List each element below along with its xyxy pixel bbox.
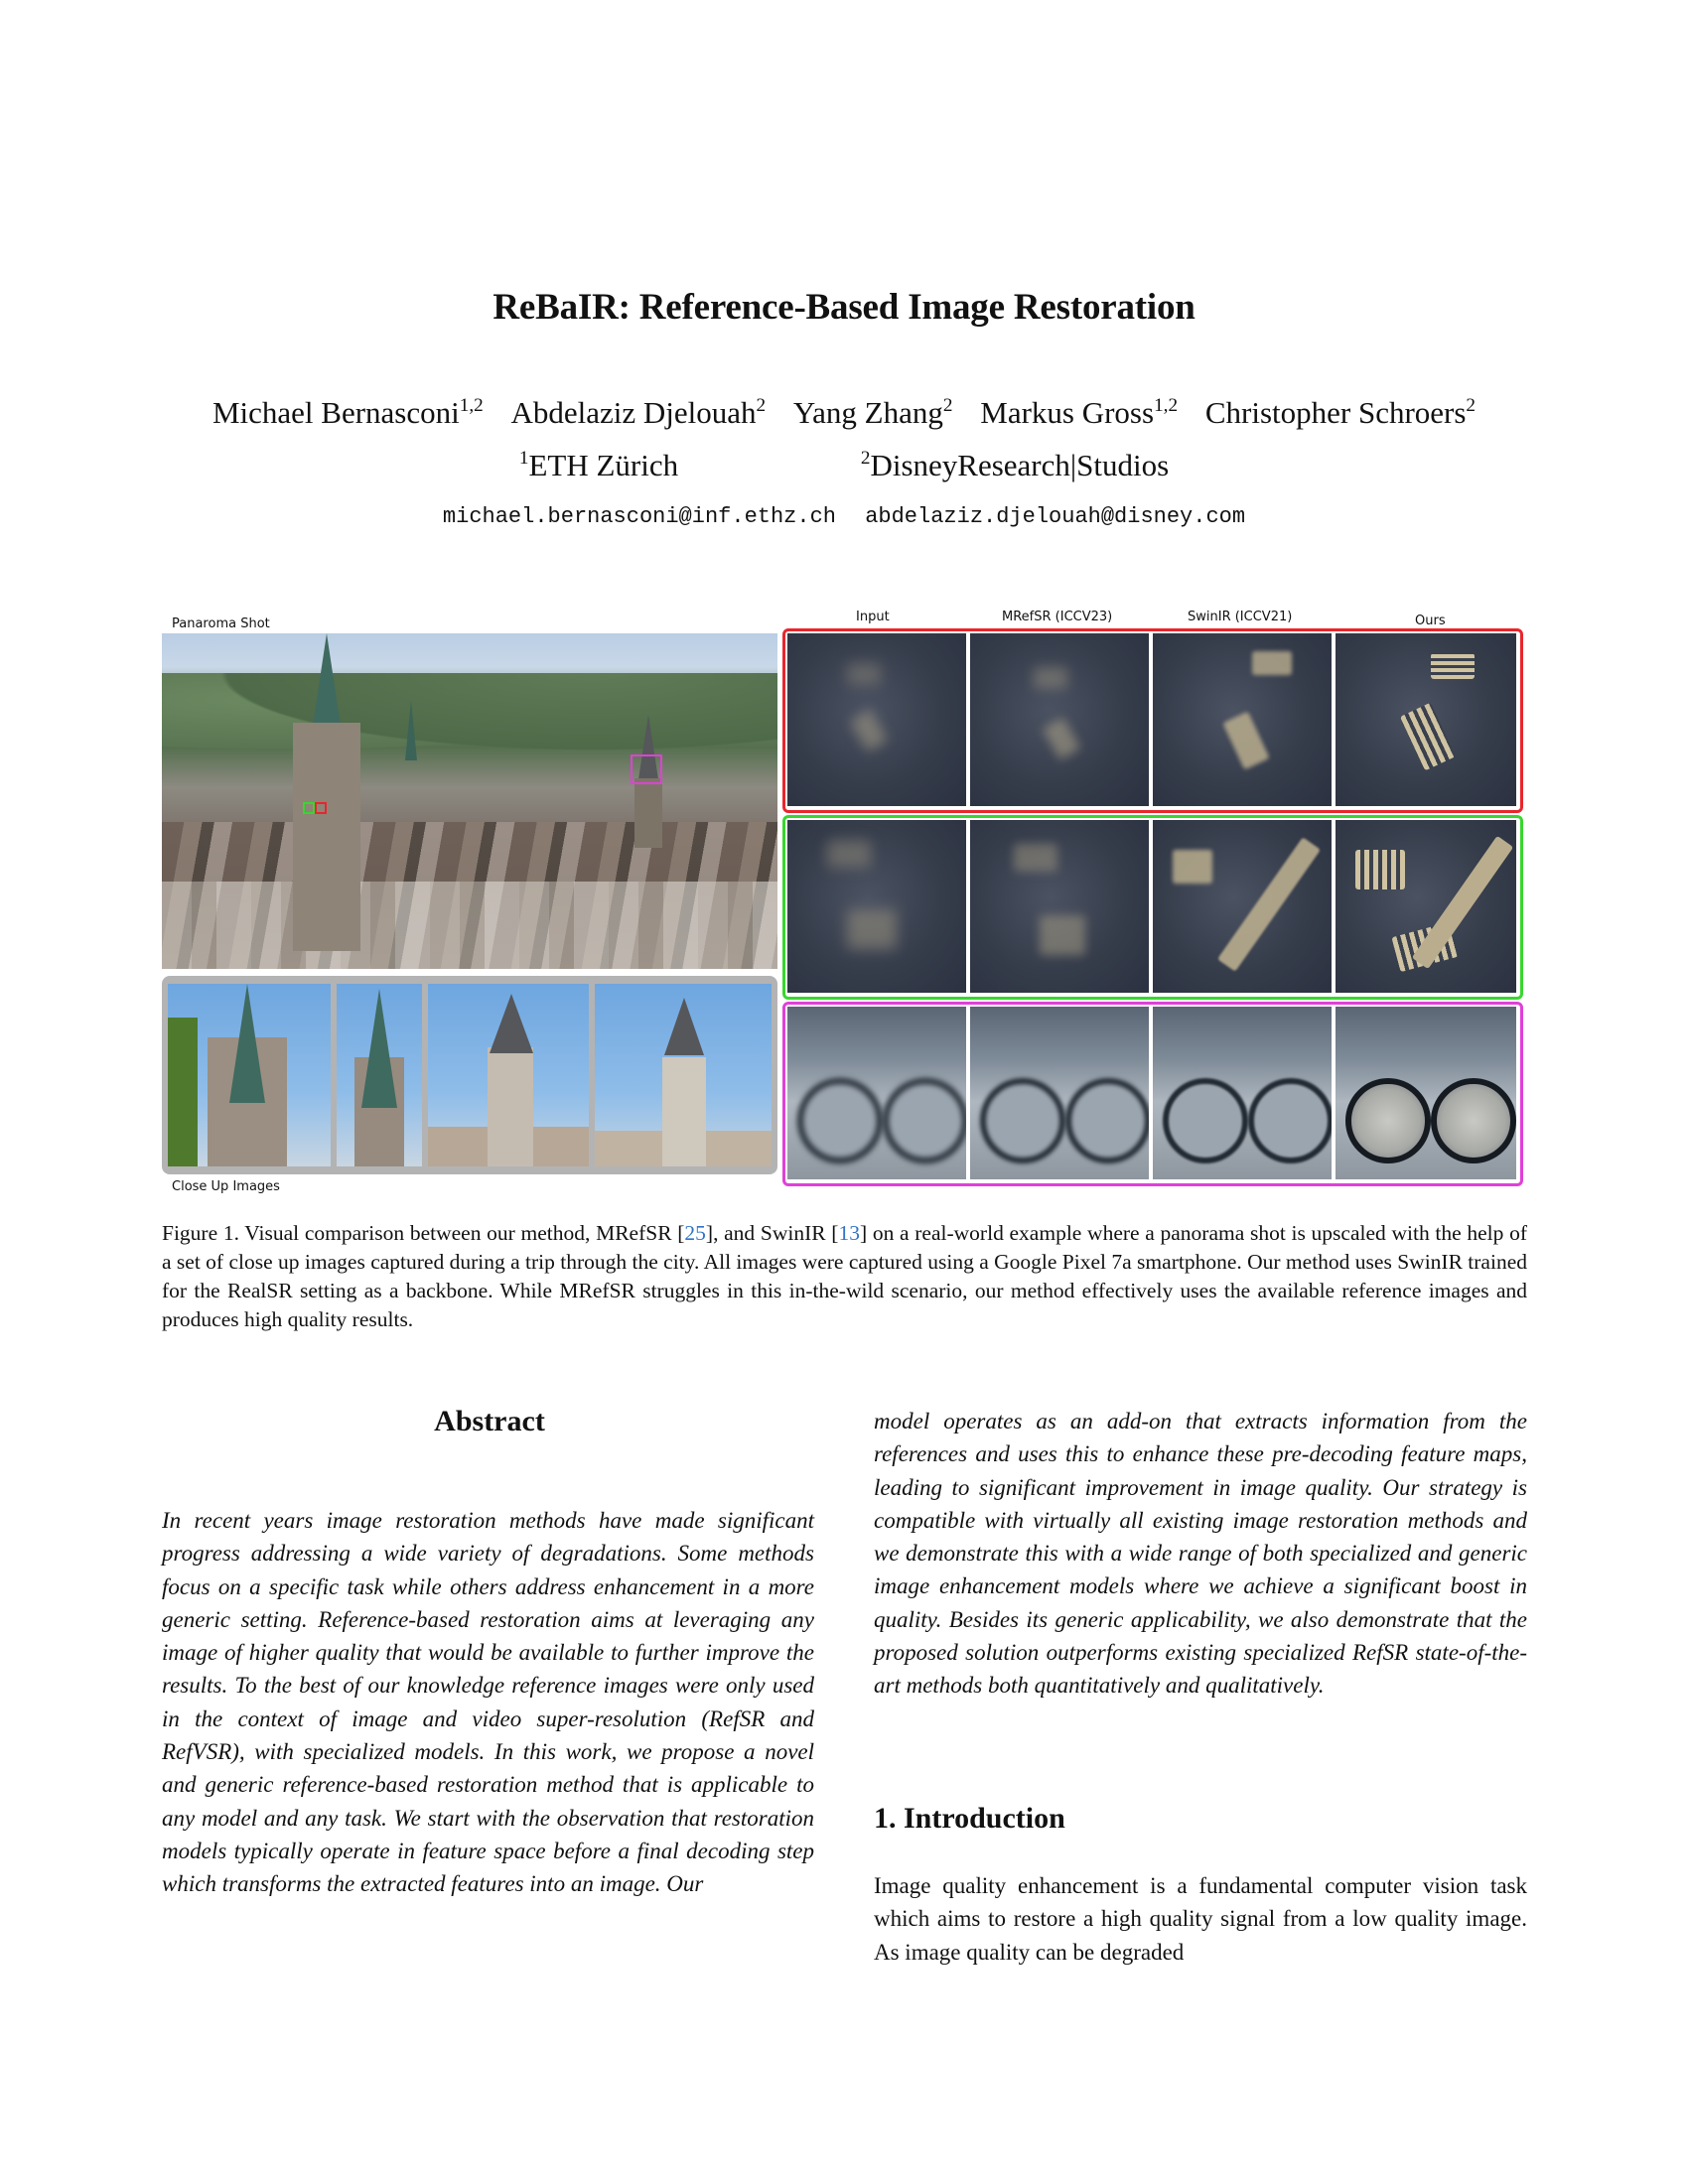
comparison-tile-mrefsr bbox=[970, 633, 1149, 806]
introduction-text: Image quality enhancement is a fundamental computer vision task which aims to restore a high quality signal from a low quality image. As image quality can be degraded bbox=[874, 1873, 1527, 1965]
church-tower bbox=[634, 778, 662, 848]
figure-caption: Figure 1. Visual comparison between our method, MRefSR [25], and SwinIR [13] on a real-world example where a panorama shot is upscaled with the help of a set of close up images captured during a trip through the city. All images were captured using a Google Pixel 7a smartphone. Our method uses SwinIR trained for the RealSR setting as a backbone. While MRefSR struggles in this in-the-wild scenario, our method effectively uses the available reference images and produces high quality results. bbox=[162, 1221, 1527, 1331]
comparison-tile-mrefsr bbox=[970, 1007, 1149, 1179]
author: Yang Zhang$^2$ bbox=[792, 395, 953, 430]
column-label: MRefSR (ICCV23) bbox=[1002, 610, 1113, 624]
author: Michael Bernasconi$^{1,2}$ bbox=[211, 395, 484, 430]
comparison-row-magenta bbox=[782, 1002, 1523, 1186]
author-list bbox=[0, 395, 1688, 431]
column-label: Ours bbox=[1415, 614, 1446, 628]
email-link[interactable]: michael.bernasconi@inf.ethz.ch bbox=[442, 504, 836, 529]
comparison-tile-swinir bbox=[1153, 633, 1332, 806]
author: Markus Gross$^{1,2}$ bbox=[980, 395, 1179, 430]
comparison-tile-mrefsr bbox=[970, 820, 1149, 993]
closeup-image bbox=[168, 984, 331, 1166]
comparison-tile-ours bbox=[1336, 820, 1516, 993]
church-spire bbox=[405, 701, 417, 760]
comparison-tile-input bbox=[787, 633, 966, 806]
region-marker-magenta bbox=[631, 754, 662, 784]
region-marker-green bbox=[303, 802, 315, 814]
church-tower bbox=[293, 723, 360, 951]
email-link[interactable]: abdelaziz.djelouah@disney.com bbox=[865, 504, 1246, 529]
closeups-label: Close Up Images bbox=[172, 1179, 280, 1194]
closeup-image bbox=[428, 984, 589, 1166]
closeup-image bbox=[337, 984, 422, 1166]
comparison-tile-swinir bbox=[1153, 1007, 1332, 1179]
buildings-decoration bbox=[162, 882, 777, 969]
abstract-text-right: model operates as an add-on that extracts information from the references and uses this to enhance these pre-decoding feature maps, leading to significant improvement in image quality. Our strategy is compatible with virtually all existing image restoration methods and we demonstrate this with a wide range of both specialized and generic image enhancement models where we achieve a significant boost in quality. Besides its generic applicability, we also demonstrate that the proposed solution outperforms existing specialized RefSR state-of-the-art methods both quantitatively and qualitatively. bbox=[874, 1409, 1527, 1699]
affiliation-list bbox=[0, 448, 1688, 483]
author: Abdelaziz Djelouah$^2$ bbox=[510, 395, 767, 430]
region-marker-red bbox=[315, 802, 327, 814]
author: Christopher Schroers$^2$ bbox=[1204, 395, 1477, 430]
abstract-heading: Abstract bbox=[434, 1405, 545, 1437]
comparison-row-red bbox=[782, 628, 1523, 813]
email-list bbox=[0, 504, 1688, 529]
comparison-tile-input bbox=[787, 1007, 966, 1179]
column-label: Input bbox=[856, 610, 890, 624]
closeup-image bbox=[595, 984, 772, 1166]
citation-link[interactable]: 13 bbox=[838, 1221, 860, 1245]
panorama-image bbox=[162, 633, 777, 969]
comparison-tile-ours bbox=[1336, 1007, 1516, 1179]
section-heading: 1. Introduction bbox=[874, 1802, 1065, 1835]
affiliation: $^1$ETH Zürich bbox=[518, 448, 679, 482]
abstract-text-left: In recent years image restoration methods have made significant progress addressing a wide variety of degradations. Some methods focus on a specific task while others address enhancement in a more generic setting. Reference-based restoration aims at leveraging any image of higher quality that would be available to further improve the results. To the best of our knowledge reference images were only used in the context of image and video super-resolution (RefSR and RefVSR), with specialized models. In this work, we propose a novel and generic reference-based restoration method that is applicable to any model and any task. We start with the observation that restoration models typically operate in feature space before a final decoding step which transforms the extracted features into an image. Our bbox=[162, 1508, 814, 1897]
paper-title: ReBaIR: Reference-Based Image Restoration bbox=[492, 287, 1196, 328]
hills-decoration bbox=[162, 673, 777, 762]
affiliation: $^2$DisneyResearch|Studios bbox=[860, 448, 1170, 482]
closeup-strip bbox=[162, 976, 777, 1174]
comparison-tile-swinir bbox=[1153, 820, 1332, 993]
panorama-label: Panaroma Shot bbox=[172, 616, 270, 631]
comparison-row-green bbox=[782, 815, 1523, 1000]
citation-link[interactable]: 25 bbox=[684, 1221, 706, 1245]
comparison-tile-input bbox=[787, 820, 966, 993]
comparison-tile-ours bbox=[1336, 633, 1516, 806]
column-label: SwinIR (ICCV21) bbox=[1188, 610, 1293, 624]
